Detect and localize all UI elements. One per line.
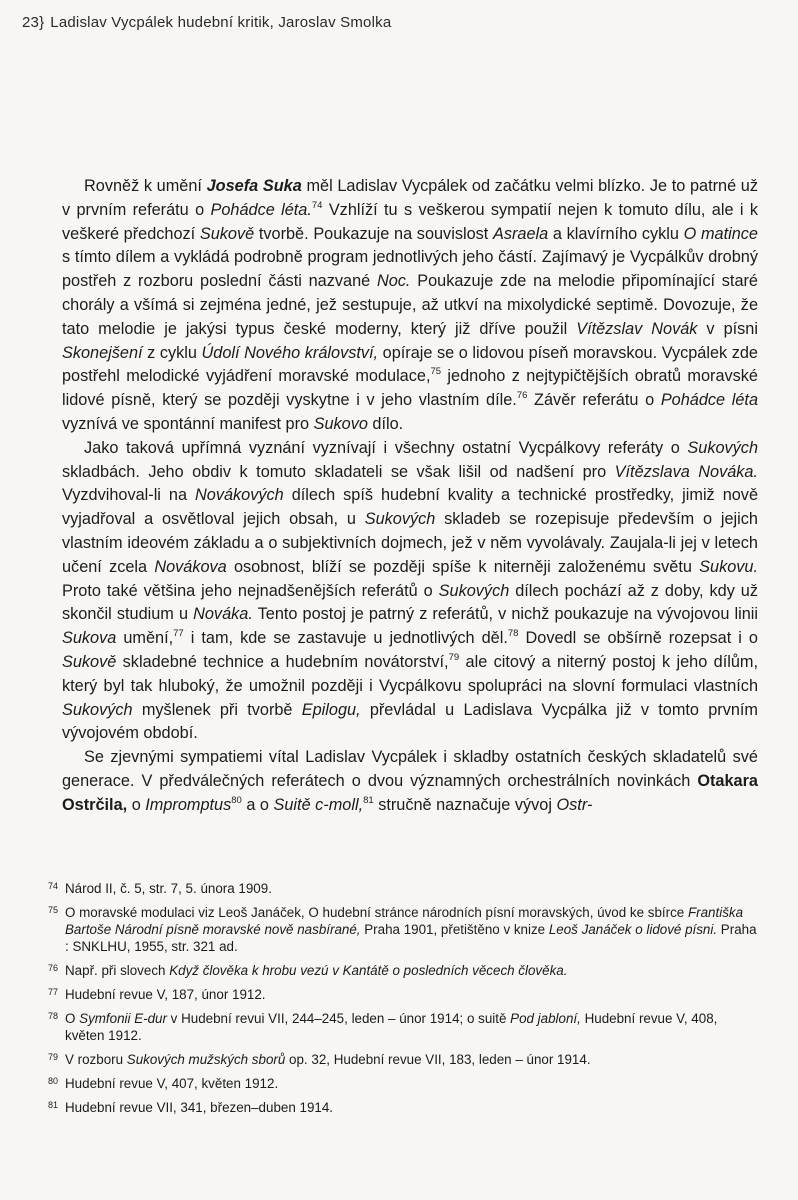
- italic-text: Sukovu.: [699, 557, 759, 576]
- footnote-79: [48, 1051, 760, 1068]
- paragraph-1: [62, 175, 758, 437]
- italic-text: Novákova: [154, 557, 227, 576]
- footnote-text: Praha : SNKLHU, 1955, str. 321 ad.: [65, 922, 757, 954]
- footnote-italic: Když člověka k hrobu vezú v Kantátě o posledních věcech člověka.: [169, 963, 568, 978]
- work-title: O matince: [683, 224, 758, 243]
- footnote-italic: Sukových mužských sborů: [126, 1052, 286, 1067]
- footnote-text: v Hudební revui VII, 244–245, leden – únor 1914; o suitě: [166, 1011, 511, 1026]
- work-title: Skonejšení: [62, 343, 143, 362]
- text-run: o: [127, 795, 146, 814]
- text-run: dílech pochází až z doby, kdy už skončil studium u: [62, 581, 758, 624]
- text-run: Vzhlíží tu s veškerou sympatií nejen k tomuto dílu, ale i k veškeré předchozí: [62, 200, 758, 243]
- text-run: osobnost, blíží se později spíše k niterněji založenému světu: [226, 557, 700, 576]
- italic-name: Vítězslav Novák: [576, 319, 698, 338]
- text-run: a o: [241, 795, 274, 814]
- footnote-74: [48, 880, 760, 897]
- text-run: převládal u Ladislava Vycpálka již v tomto prvním vývojovém období.: [62, 700, 758, 743]
- footnote-ref[interactable]: 80: [231, 794, 242, 806]
- footnote-number: 81: [48, 1100, 59, 1110]
- text-run: Tento postoj je patrný z referátů, v nichž poukazuje na vývojovou linii: [252, 605, 758, 624]
- footnote-77: [48, 986, 760, 1003]
- footnote-text: Hudební revue VII, 341, březen–duben 1914.: [65, 1100, 334, 1115]
- text-run: Rovněž k umění: [84, 177, 207, 195]
- footnote-text: Hudební revue V, 408, květen 1912.: [65, 1011, 718, 1043]
- work-title: Pohádce léta.: [210, 200, 312, 219]
- text-run: Dovedl se obšírně rozepsat i o: [518, 629, 758, 648]
- footnote-number: 77: [48, 987, 59, 997]
- footnote-75: [48, 904, 760, 955]
- footnote-italic: Leoš Janáček o lidové písni.: [548, 922, 718, 937]
- footnote-81: [48, 1099, 760, 1116]
- footnote-text: Národ II, č. 5, str. 7, 5. února 1909.: [65, 881, 272, 896]
- italic-text: Sukově: [199, 224, 255, 243]
- footnote-italic: Symfonii E-dur: [79, 1011, 167, 1026]
- footnote-number: 74: [48, 881, 59, 891]
- footnote-number: 79: [48, 1052, 59, 1062]
- text-run: a klavírního cyklu: [548, 224, 684, 243]
- text-run: Se zjevnými sympatiemi vítal Ladislav Vycpálek i skladby ostatních českých skladatelů své generace. V předválečných referátech o dvou významných orchestrálních novinkách: [62, 748, 758, 790]
- composer-name: Josefa Suka: [206, 177, 302, 195]
- work-title: Impromptus: [145, 795, 232, 814]
- text-run: ale citový a niterný postoj k jeho dílům, který byl tak hluboký, že umožnil později i Vycpálkovu spolupráci na slovní formulaci vlastních: [62, 652, 758, 695]
- text-run: i tam, kde se zastavuje u jednotlivých děl.: [183, 629, 508, 648]
- main-text: [62, 175, 758, 818]
- text-run: vyznívá ve spontánní manifest pro: [62, 414, 314, 433]
- footnote-text: op. 32, Hudební revue VII, 183, leden – únor 1914.: [285, 1052, 591, 1067]
- footnote-text: Např. při slovech: [65, 963, 170, 978]
- italic-name: Vítězslava Nováka.: [614, 462, 758, 481]
- running-header: [22, 14, 391, 31]
- text-run: skladbách. Jeho obdiv k tomuto skladateli se však lišil od nadšení pro: [62, 462, 615, 481]
- italic-text: Novákových: [195, 486, 284, 505]
- footnote-number: 76: [48, 963, 59, 973]
- footnote-text: O: [65, 1011, 80, 1026]
- text-run: skladebné technice a hudebním novátorství,: [116, 652, 449, 671]
- text-run: s tímto dílem a vykládá podrobně program jednotlivých jeho částí. Zajímavý je Vycpálkův drobný postřeh z rozboru poslední části nazvané: [62, 248, 758, 291]
- work-title: Noc.: [376, 272, 411, 291]
- footnote-number: 78: [48, 1011, 59, 1021]
- footnote-number: 80: [48, 1076, 59, 1086]
- text-run: z cyklu: [142, 343, 202, 362]
- text-run: stručně naznačuje vývoj: [373, 795, 557, 814]
- text-run: myšlenek při tvorbě: [132, 700, 302, 719]
- footnotes: [48, 880, 760, 1123]
- text-run: skladeb se rozepisuje především o jejich vlastním ideovém základu a o subjektivních dojmech, jež v něm vyvolávaly. Zaujala-li jej v letech učení zcela: [62, 510, 758, 576]
- footnote-ref[interactable]: 81: [363, 794, 374, 806]
- footnote-italic: Františka Bartoše Národní písně moravské nově nasbírané,: [65, 905, 744, 937]
- page-number: 23}: [22, 14, 45, 31]
- footnote-ref[interactable]: 78: [507, 628, 519, 640]
- text-run: umění,: [116, 629, 174, 648]
- italic-text: Sukova: [62, 629, 117, 648]
- text-run: v písni: [697, 319, 758, 338]
- text-run: Vyzdvihoval-li na: [62, 486, 196, 505]
- footnote-text: Praha 1901, přetištěno v knize: [360, 922, 549, 937]
- footnote-ref[interactable]: 74: [311, 199, 323, 211]
- paragraph-3: [62, 746, 758, 817]
- footnote-ref[interactable]: 79: [448, 651, 460, 663]
- footnote-ref[interactable]: 76: [516, 390, 528, 402]
- paragraph-2: [62, 437, 758, 746]
- italic-text: Sukových: [62, 700, 133, 719]
- work-title: Epilogu,: [301, 700, 361, 719]
- italic-text: Sukově: [62, 652, 117, 671]
- work-title: Asraela: [492, 224, 549, 243]
- footnote-ref[interactable]: 77: [173, 628, 184, 640]
- footnote-78: [48, 1010, 760, 1044]
- text-run: Proto také většina jeho nejnadšenějších referátů o: [62, 581, 439, 600]
- footnote-80: [48, 1075, 760, 1092]
- text-run: Jako taková upřímná vyznání vyznívají i všechny ostatní Vycpálkovy referáty o: [84, 438, 688, 457]
- italic-text: Sukových: [364, 510, 436, 529]
- text-run: dílo.: [367, 414, 404, 433]
- work-title: Pohádce léta: [660, 391, 758, 410]
- text-run: Závěr referátu o: [527, 391, 661, 410]
- italic-text: Sukových: [687, 438, 758, 457]
- work-title: Suitě c-moll,: [273, 795, 364, 814]
- footnote-text: Hudební revue V, 407, květen 1912.: [65, 1076, 279, 1091]
- footnote-italic: Pod jabloní,: [510, 1011, 581, 1026]
- footnote-text: O moravské modulaci viz Leoš Janáček, O hudební stránce národních písní moravských, úvod ke sbírce: [65, 905, 688, 920]
- footnote-text: Hudební revue V, 187, únor 1912.: [65, 987, 266, 1002]
- text-run: jednoho z nejtypičtějších obratů moravské lidové písně, který se později vyskytne i v jeho vlastním díle.: [62, 367, 758, 410]
- footnote-ref[interactable]: 75: [430, 366, 442, 378]
- text-run: měl Ladislav Vycpálek od začátku velmi blízko. Je to patrné už v prvním referátu o: [62, 177, 758, 219]
- composer-name: Otakara Ostrčila,: [62, 771, 758, 814]
- italic-name: Nováka.: [193, 605, 253, 624]
- footnote-76: [48, 962, 760, 979]
- footnote-text: V rozboru: [65, 1052, 127, 1067]
- text-run: opíraje se o lidovou píseň moravskou. Vycpálek zde postřehl melodické vyjádření moravské modulace,: [62, 343, 758, 386]
- work-title: Údolí Nového království,: [201, 343, 379, 362]
- italic-text: Sukovo: [313, 414, 368, 433]
- italic-text: Sukových: [438, 581, 510, 600]
- italic-text: Ostr-: [556, 795, 593, 814]
- text-run: dílech spíš hudební kvality a technické prostředky, jimiž nově vyjadřoval a osvětloval jejich obsah, u: [62, 486, 758, 529]
- text-run: tvorbě. Poukazuje na souvislost: [254, 224, 493, 243]
- footnote-number: 75: [48, 905, 59, 915]
- text-run: Poukazuje zde na melodie připomínající staré chorály a všímá si zejména jedné, jež sestupuje, až utkví na mixolydické septimě. Dovozuje, že tato melodie je jakýsi typus české moderny, který již dříve použil: [62, 272, 758, 338]
- header-title: Ladislav Vycpálek hudební kritik, Jaroslav Smolka: [50, 14, 392, 31]
